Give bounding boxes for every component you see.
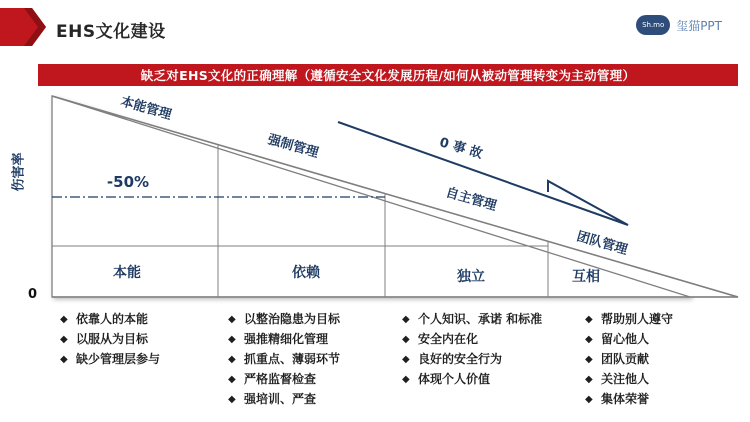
diamond-bullet-icon: ◆	[402, 354, 410, 365]
slope-label-mandatory: 强制管理	[265, 132, 321, 162]
diamond-bullet-icon: ◆	[585, 354, 593, 365]
stage-label-independent: 独立	[457, 269, 485, 285]
list-item: ◆ 缺少管理层参与	[60, 352, 161, 366]
diamond-bullet-icon: ◆	[402, 334, 410, 345]
list-item: ◆ 抓重点、薄弱环节	[228, 352, 341, 366]
list-item: ◆ 集体荣誉	[585, 392, 650, 406]
stage-label-dependent: 依赖	[292, 265, 320, 281]
y-axis-label-container	[4, 142, 30, 202]
diamond-bullet-icon: ◆	[60, 314, 68, 325]
list-item: ◆ 强培训、严查	[228, 392, 317, 406]
stage-column-instinct	[60, 311, 210, 371]
slope-label-instinct: 本能管理	[118, 94, 174, 124]
diamond-bullet-icon: ◆	[402, 374, 410, 385]
list-item: ◆ 关注他人	[585, 372, 650, 386]
diamond-bullet-icon: ◆	[585, 374, 593, 385]
logo-text: 玺猫PPT	[676, 18, 722, 33]
diamond-bullet-icon: ◆	[585, 394, 593, 405]
page-title: EHS文化建设	[56, 22, 166, 42]
topic-banner: 缺乏对EHS文化的正确理解（遵循安全文化发展历程/如何从被动管理转变为主动管理）	[38, 64, 738, 86]
list-item: ◆ 严格监督检查	[228, 372, 317, 386]
list-item: ◆ 依靠人的本能	[60, 312, 149, 326]
slope-label-team: 团队管理	[574, 229, 630, 259]
list-item: ◆ 个人知识、承诺 和标准	[402, 312, 543, 326]
list-item: ◆ 良好的安全行为	[402, 352, 503, 366]
stage-label-interdependent: 互相	[572, 269, 600, 285]
diamond-bullet-icon: ◆	[228, 314, 236, 325]
list-item: ◆ 帮助别人遵守	[585, 312, 674, 326]
logo-badge: Sh.mo	[636, 15, 670, 35]
list-item: ◆ 体现个人价值	[402, 372, 491, 386]
list-item: ◆ 以整治隐患为目标	[228, 312, 341, 326]
diamond-bullet-icon: ◆	[585, 334, 593, 345]
list-item: ◆ 留心他人	[585, 332, 650, 346]
diamond-bullet-icon: ◆	[228, 374, 236, 385]
reduction-label: -50%	[106, 173, 150, 191]
diamond-bullet-icon: ◆	[60, 334, 68, 345]
stage-column-interdependent	[585, 311, 735, 411]
stage-column-independent	[402, 311, 552, 391]
diamond-bullet-icon: ◆	[60, 354, 68, 365]
list-item: ◆ 以服从为目标	[60, 332, 149, 346]
list-item: ◆ 安全内在化	[402, 332, 479, 346]
diamond-bullet-icon: ◆	[228, 354, 236, 365]
diamond-bullet-icon: ◆	[228, 334, 236, 345]
slope-label-self: 自主管理	[443, 185, 499, 215]
stage-label-instinct: 本能	[113, 265, 141, 281]
diamond-bullet-icon: ◆	[402, 314, 410, 325]
zero-accident-label: 0 事 故	[437, 135, 485, 162]
list-item: ◆ 团队贡献	[585, 352, 650, 366]
y-axis-label: 伤害率	[11, 152, 27, 192]
list-item: ◆ 强推精细化管理	[228, 332, 329, 346]
diamond-bullet-icon: ◆	[228, 394, 236, 405]
stage-column-dependent	[228, 311, 378, 411]
diamond-bullet-icon: ◆	[585, 314, 593, 325]
origin-label: 0	[28, 287, 38, 302]
